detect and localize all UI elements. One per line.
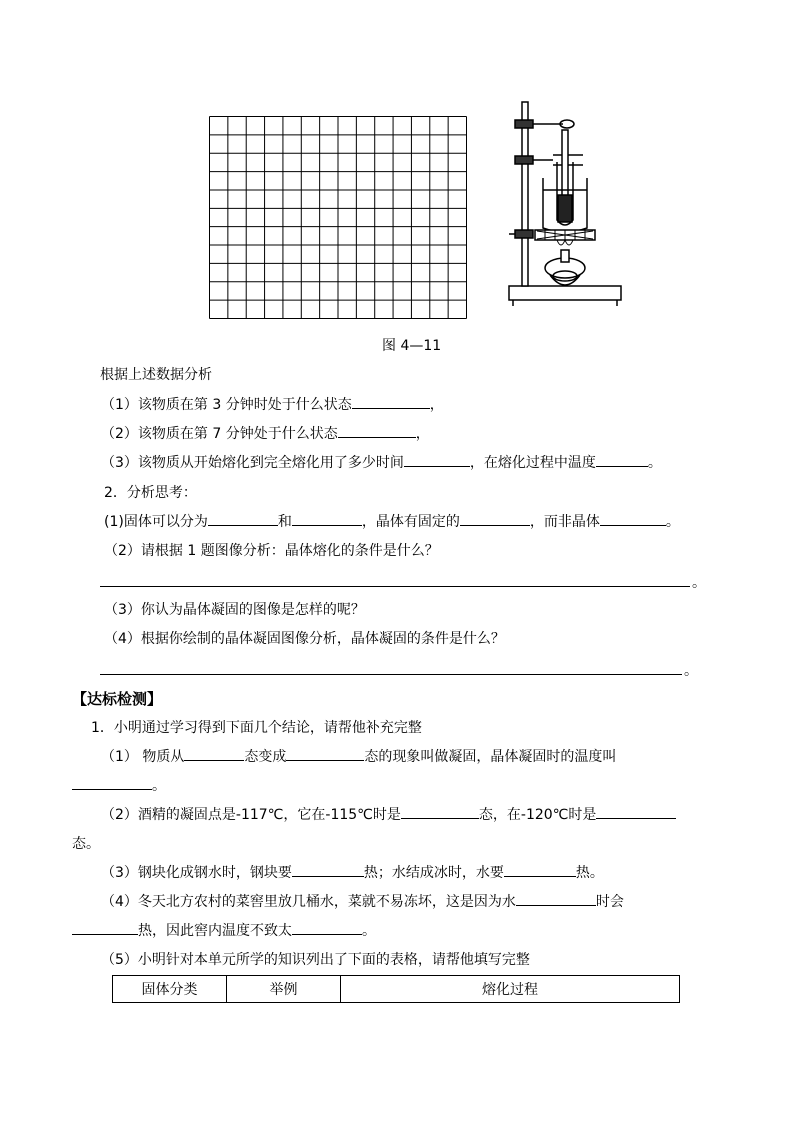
answer-blank[interactable] <box>292 920 362 935</box>
answer-blank[interactable] <box>596 804 676 819</box>
answer-blank[interactable] <box>596 452 648 467</box>
test-item3: （3）钢块化成钢水时，钢块要 热；水结成冰时，水要 热。 <box>101 862 604 882</box>
answer-blank[interactable] <box>292 862 364 877</box>
answer-blank[interactable] <box>72 920 138 935</box>
summary-table <box>112 975 680 1003</box>
test-item4-cont: 热，因此窖内温度不致太 。 <box>72 920 376 940</box>
think-p2: （2）请根据 1 题图像分析：晶体熔化的条件是什么？ <box>104 543 439 559</box>
test-item4: （4）冬天北方农村的菜窖里放几桶水，菜就不易冻坏，这是因为水 时会 <box>101 891 624 911</box>
answer-blank[interactable] <box>292 511 362 526</box>
answer-blank[interactable] <box>338 423 416 438</box>
test-q1: 1．小明通过学习得到下面几个结论，请帮他补充完整 <box>91 720 422 736</box>
section-title: 【达标检测】 <box>72 690 163 708</box>
answer-blank[interactable] <box>504 862 576 877</box>
test-item1-cont: 。 <box>72 775 166 795</box>
answer-line[interactable] <box>100 586 690 587</box>
period-mark: 。 <box>692 575 706 591</box>
answer-blank[interactable] <box>184 746 244 761</box>
analysis-q1: （1）该物质在第 3 分钟时处于什么状态 ， <box>101 394 444 414</box>
table-header-cell: 熔化过程 <box>341 976 680 1003</box>
analysis-q3: （3）该物质从开始熔化到完全熔化用了多少时间 ，在熔化过程中温度 。 <box>101 452 662 472</box>
answer-line[interactable] <box>100 674 682 675</box>
table-header-cell: 固体分类 <box>113 976 227 1003</box>
think-p4: （4）根据你绘制的晶体凝固图像分析，晶体凝固的条件是什么？ <box>104 631 505 647</box>
figure-caption: 图 4—11 <box>382 338 442 354</box>
test-item5: （5）小明针对本单元所学的知识列出了下面的表格，请帮他填写完整 <box>101 952 530 968</box>
period-mark: 。 <box>684 663 698 679</box>
test-item2-cont: 态。 <box>72 836 100 852</box>
answer-blank[interactable] <box>460 511 530 526</box>
table-header-cell: 举例 <box>227 976 341 1003</box>
analysis-q2: （2）该物质在第 7 分钟处于什么状态 ， <box>101 423 430 443</box>
answer-blank[interactable] <box>352 394 430 409</box>
table-header-row <box>113 976 680 1003</box>
think-heading: 2．分析思考： <box>104 485 197 501</box>
answer-blank[interactable] <box>600 511 666 526</box>
test-item1: （1） 物质从 态变成 态的现象叫做凝固，晶体凝固时的温度叫 <box>101 746 616 766</box>
answer-blank[interactable] <box>286 746 364 761</box>
think-p3: （3）你认为晶体凝固的图像是怎样的呢？ <box>104 602 365 618</box>
answer-blank[interactable] <box>516 891 596 906</box>
graph-grid <box>209 116 467 319</box>
answer-blank[interactable] <box>401 804 479 819</box>
answer-blank[interactable] <box>404 452 470 467</box>
answer-blank[interactable] <box>208 511 278 526</box>
think-p1: (1)固体可以分为 和 ，晶体有固定的 ，而非晶体 。 <box>104 511 680 531</box>
answer-blank[interactable] <box>72 775 152 790</box>
analysis-intro: 根据上述数据分析 <box>100 367 212 383</box>
heating-apparatus-illustration <box>505 100 625 320</box>
test-item2: （2）酒精的凝固点是-117℃，它在-115℃时是 态，在-120℃时是 <box>101 804 676 824</box>
